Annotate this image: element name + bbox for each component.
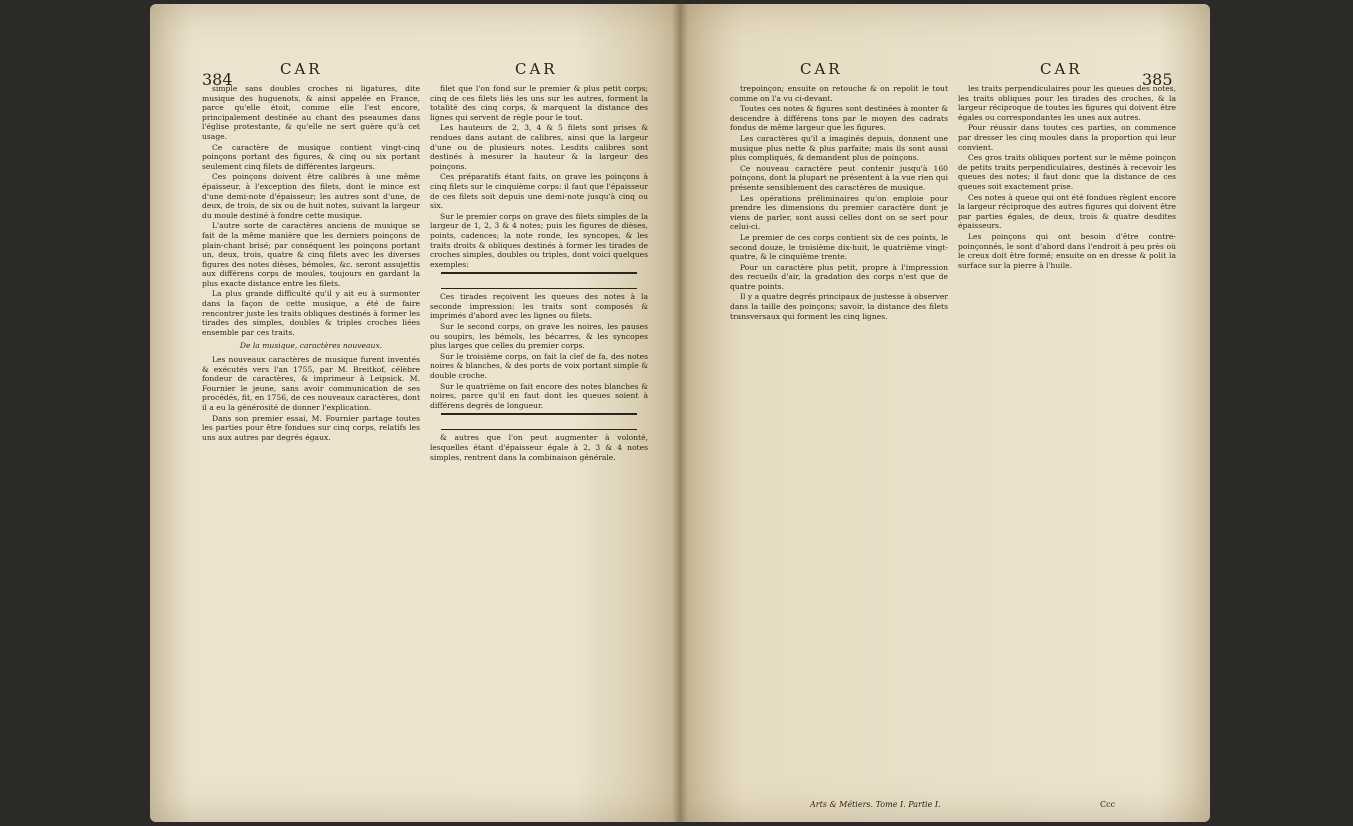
- paragraph: les traits perpendiculaires pour les queues des notes, les traits obliques pour les tirades des croches, & la largeur réciproque de toutes les figures qui doivent être égales ou correspondantes les unes aux autres.: [958, 84, 1176, 122]
- paragraph: Pour réussir dans toutes ces parties, on commence par dresser les cinq moules dans la proportion qui leur convient.: [958, 123, 1176, 152]
- paragraph: Le premier de ces corps contient six de ces points, le second douze, le troisième dix-huit, le quatrième vingt-quatre, & le cinquième trente.: [730, 232, 948, 262]
- paragraph: Ces tirades reçoivent les queues des notes à la seconde impression: les traits sont composés & imprimés d'abord avec les lignes ou filets.: [430, 292, 648, 321]
- left-page: [150, 4, 680, 822]
- signature-mark: Ccc: [1100, 800, 1116, 809]
- right-page-number: 385: [1142, 70, 1173, 89]
- paragraph: Pour un caractère plus petit, propre à l'impression des recueils d'air, la gradation des corps n'est que de quatre points.: [730, 262, 948, 291]
- section-heading: De la musique, caractères nouveaux.: [239, 341, 383, 351]
- paragraph: Ces poinçons doivent être calibrés à une même épaisseur, à l'exception des filets, dont le mince est d'une demi-note d'épaisseur; les autres sont d'une, de deux, de trois, de six ou de huit notes, suivant la largeur du moule destiné à fondre cette musique.: [202, 172, 420, 220]
- right-header-1: CAR: [800, 60, 843, 78]
- paragraph: Ces notes à queue qui ont été fondues règlent encore la largeur réciproque des autres figures qui doivent être par parties égales, de deux, trois & quatre desdites épaisseurs.: [958, 192, 1176, 231]
- music-tirade-figure: [441, 272, 637, 289]
- paragraph: Sur le premier corps on grave des filets simples de la largeur de 1, 2, 3 & 4 notes; puis les figures de dièses, points, cadences; la note ronde, les syncopes, & les traits droits & obliques destinés à former les tirades de croches simples, doubles ou triples, dont voici quelques exemples:: [430, 211, 648, 269]
- paragraph: Sur le quatrième on fait encore des notes blanches & noires, parce qu'il en faut dont les queues soient à différens degrés de longueur.: [430, 381, 648, 410]
- paragraph: Sur le troisième corps, on fait la clef de fa, des notes noires & blanches, & des ports de voix portant simple & double croche.: [430, 351, 648, 381]
- paragraph: La plus grande difficulté qu'il y ait eu à surmonter dans la façon de cette musique, a été de faire rencontrer juste les traits obliques destinés à former les tirades des simples, doubles & triples croches liées ensemble par ces traits.: [202, 289, 420, 337]
- paragraph: Les nouveaux caractères de musique furent inventés & exécutés vers l'an 1755, par M. Breitkof, célèbre fondeur de caractères, & imprimeur à Leipsick. M. Fournier le jeune, sans avoir communication de ses procédés, fit, en 1756, de ces nouveaux caractères, dont il a eu la générosité de donner l'explication.: [202, 355, 420, 412]
- paragraph: Les poinçons qui ont besoin d'être contre-poinçonnés, le sont d'abord dans l'endroit à peu près où le creux doit être formé; ensuite on en dresse & polit la surface sur la pierre à l'huile.: [958, 231, 1176, 270]
- right-column-2: [958, 84, 1176, 814]
- paragraph: Il y a quatre degrés principaux de justesse à observer dans la taille des poinçons; savoir, la distance des filets transversaux qui forment les cinq lignes.: [730, 292, 948, 321]
- paragraph: Toutes ces notes & figures sont destinées à monter & descendre à différens tons par le moyen des cadrats fondus de même largeur que les figures.: [730, 104, 948, 133]
- paragraph: Les caractères qu'il a imaginés depuis, donnent une musique plus nette & plus parfaite; mais ils sont aussi plus compliqués, & demandent plus de poinçons.: [730, 133, 948, 163]
- paragraph: filet que l'on fond sur le premier & plus petit corps; cinq de ces filets liés les uns sur les autres, forment la totalité des cinq corps, & marquent la distance des lignes qui servent de règle pour le tout.: [430, 84, 648, 122]
- paragraph: Les opérations préliminaires qu'on emploie pour prendre les dimensions du premier caractère dont je viens de parler, sont aussi celles dont on se sert pour celui-ci.: [730, 193, 948, 232]
- paragraph: L'autre sorte de caractères anciens de musique se fait de la même manière que les derniers poinçons de plain-chant brisé; par conséquent les poinçons portant un, deux, trois, quatre & cinq filets avec les diverses figures des notes dièses, bémoles, &c. seront assujettis aux différens corps de moules, toujours en gardant la plus exacte distance entre les filets.: [202, 221, 420, 288]
- right-page: [680, 4, 1210, 822]
- paragraph: Ce nouveau caractère peut contenir jusqu'à 160 poinçons, dont la plupart ne présentent à la vue rien qui présente sensiblement des caractères de musique.: [730, 163, 948, 192]
- book-gutter: [672, 4, 688, 822]
- left-column-2: [430, 84, 648, 814]
- paragraph: simple sans doubles croches ni ligatures, dite musique des huguenots, & ainsi appelée en France, parce qu'elle étoit, comme elle l'est encore, principalement destinée au chant des pseaumes dans l'église protestante, & qu'elle ne sert guère qu'à cet usage.: [202, 84, 420, 141]
- left-column-1: [202, 84, 420, 814]
- paragraph: Les hauteurs de 2, 3, 4 & 5 filets sont prises & rendues dans autant de calibres, ainsi que la largeur d'une ou de plusieurs notes. Lesdits calibres sont destinés à mesurer la hauteur & la largeur des poinçons.: [430, 123, 648, 171]
- paragraph: trepoinçon; ensuite on retouche & on repolit le tout comme on l'a vu ci-devant.: [730, 84, 948, 103]
- left-page-number: 384: [202, 70, 233, 89]
- paragraph: Ces préparatifs étant faits, on grave les poinçons à cinq filets sur le cinquième corps: il faut que l'épaisseur de ces filets soit depuis une demi-note jusqu'à cinq ou six.: [430, 172, 648, 211]
- left-header-2: CAR: [515, 60, 558, 78]
- book-spread: [150, 4, 1210, 824]
- right-column-1: [730, 84, 948, 814]
- paragraph: Ce caractère de musique contient vingt-cinq poinçons portant des figures, & cinq ou six portant seulement cinq filets de différentes largeurs.: [202, 142, 420, 171]
- footer-caption: Arts & Métiers. Tome I. Partie I.: [810, 800, 941, 809]
- music-notes-figure: [441, 413, 637, 430]
- left-header-1: CAR: [280, 60, 323, 78]
- paragraph: Dans son premier essai, M. Fournier partage toutes les parties pour être fondues sur cinq corps, relatifs les uns aux autres par degrés égaux.: [202, 413, 420, 442]
- paragraph: Ces gros traits obliques portent sur le même poinçon de petits traits perpendiculaires, destinés à recevoir les queues des notes; il faut donc que la distance de ces queues soit exactement prise.: [958, 153, 1176, 191]
- paragraph: Sur le second corps, on grave les noires, les pauses ou soupirs, les bémols, les bécarres, & les syncopes plus larges que celles du premier corps.: [430, 322, 648, 351]
- right-header-2: CAR: [1040, 60, 1083, 78]
- paragraph: & autres que l'on peut augmenter à volonté, lesquelles étant d'épaisseur égale à 2, 3 & 4 notes simples, rentrent dans la combinaison générale.: [430, 433, 648, 462]
